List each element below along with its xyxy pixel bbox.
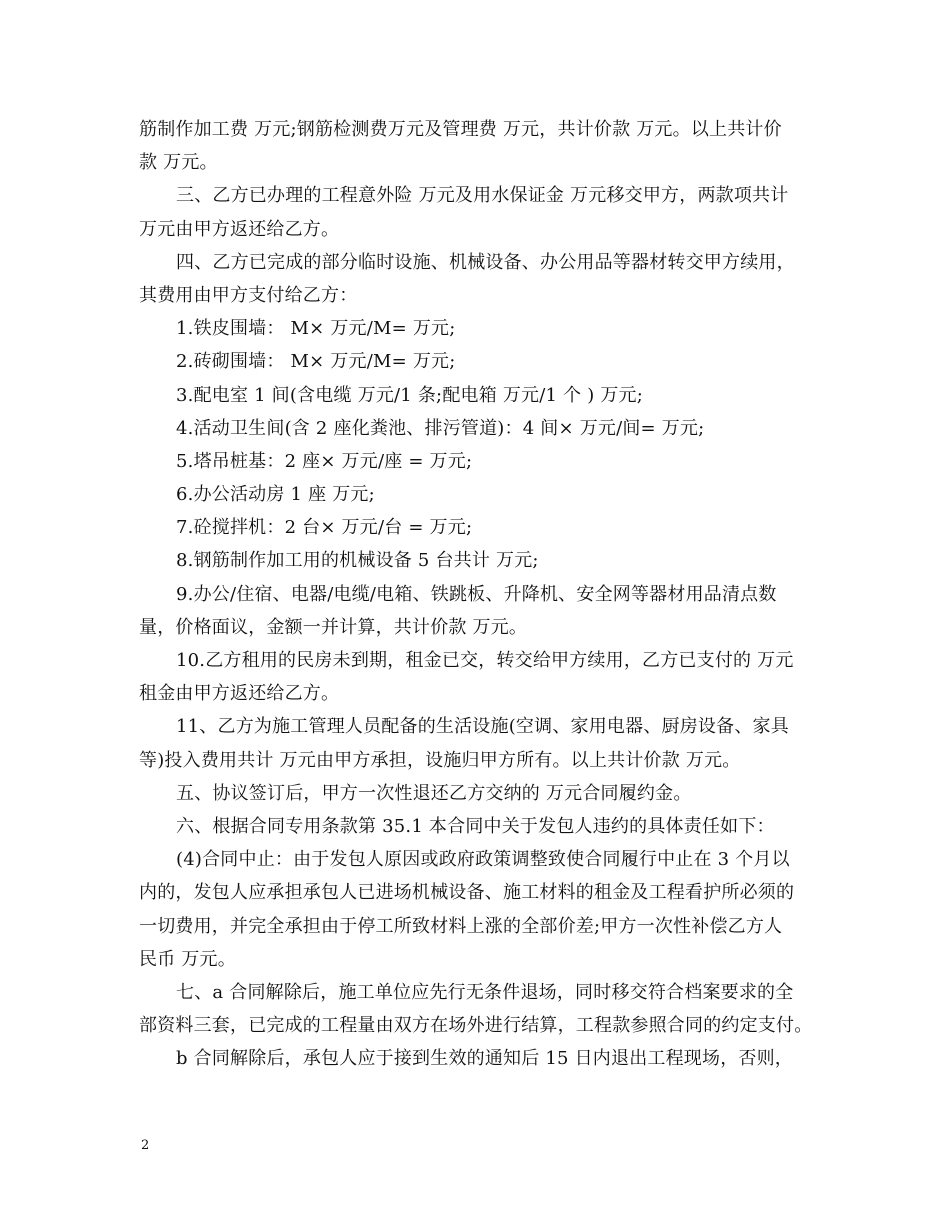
text-line: 量，价格面议，金额一并计算，共计价款 万元。	[139, 616, 528, 638]
text-line: 六、根据合同专用条款第 35.1 本合同中关于发包人违约的具体责任如下：	[176, 815, 775, 837]
text-line: 4.活动卫生间(含 2 座化粪池、排污管道)：4 间× 万元/间= 万元;	[176, 417, 705, 439]
text-line: 6.办公活动房 1 座 万元;	[176, 484, 375, 506]
text-line: 款 万元。	[139, 152, 218, 174]
text-line: 租金由甲方返还给乙方。	[139, 683, 340, 705]
text-line: 10.乙方租用的民房未到期，租金已交，转交给甲方续用，乙方已支付的 万元	[176, 650, 794, 671]
text-line: 一切费用，并完全承担由于停工所致材料上涨的全部价差;甲方一次性补偿乙方人	[139, 915, 783, 937]
text-line: 筋制作加工费 万元;钢筋检测费万元及管理费 万元，共计价款 万元。以上共计价	[139, 119, 782, 140]
text-line: 等)投入费用共计 万元由甲方承担，设施归甲方所有。以上共计价款 万元。	[139, 749, 741, 771]
text-line: 七、a 合同解除后，施工单位应先行无条件退场，同时移交符合档案要求的全	[176, 981, 794, 1003]
text-line: 三、乙方已办理的工程意外险 万元及用水保证金 万元移交甲方，两款项共计	[176, 185, 789, 207]
text-line: 5.塔吊桩基：2 座× 万元/座 = 万元;	[176, 450, 473, 472]
text-line: 8.钢筋制作加工用的机械设备 5 台共计 万元;	[176, 550, 539, 572]
text-line: 五、协议签订后，甲方一次性退还乙方交纳的 万元合同履约金。	[176, 782, 692, 804]
text-line: 内的，发包人应承担承包人已进场机械设备、施工材料的租金及工程看护所必须的	[139, 882, 795, 904]
text-line: 1.铁皮围墙： M× 万元/M= 万元;	[176, 318, 456, 340]
document-body	[139, 113, 819, 1075]
text-line: 部资料三套，已完成的工程量由双方在场外进行结算，工程款参照合同的约定支付。	[139, 1015, 813, 1037]
text-line: 7.砼搅拌机：2 台× 万元/台 = 万元;	[176, 517, 473, 539]
text-line: 2.砖砌围墙： M× 万元/M= 万元;	[176, 351, 456, 373]
text-line: 11、乙方为施工管理人员配备的生活设施(空调、家用电器、厨房设备、家具	[176, 716, 789, 738]
text-line: 3.配电室 1 间(含电缆 万元/1 条;配电箱 万元/1 个 ) 万元;	[176, 384, 644, 406]
text-line: (4)合同中止：由于发包人原因或政府政策调整致使合同履行中止在 3 个月以	[176, 849, 790, 871]
text-line: 四、乙方已完成的部分临时设施、机械设备、办公用品等器材转交甲方续用，	[176, 251, 795, 273]
page-number: 2	[141, 1138, 150, 1153]
text-line: 其费用由甲方支付给乙方：	[139, 284, 358, 306]
text-line: 民币 万元。	[139, 948, 236, 970]
text-line: 万元由甲方返还给乙方。	[139, 218, 340, 240]
text-line: 9.办公/住宿、电器/电缆/电箱、铁跳板、升降机、安全网等器材用品清点数	[176, 583, 777, 605]
text-line: b 合同解除后，承包人应于接到生效的通知后 15 日内退出工程现场，否则，	[176, 1048, 793, 1070]
